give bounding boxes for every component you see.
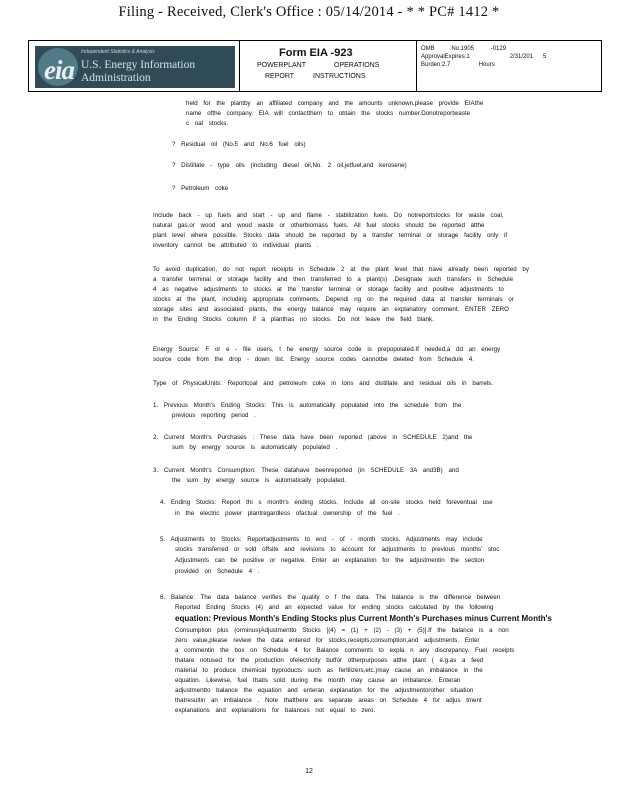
text-line: Include back - up fuels and start - up and flame - stabilization fuels. Do notreportstocks for waste coal, [153, 212, 504, 219]
form-title: Form EIA -923 [279, 47, 353, 59]
text-line: inventory cannot be attributed to individual plants . [153, 242, 319, 249]
text-line: name ofthe company. EIA will contactthem to obtain the stocks number.Donotreportwaste [186, 110, 471, 117]
numbered-item: 5. Adjustments to Stocks: Reportadjustments to end - of - month stocks. Adjustments may include [160, 536, 483, 543]
text-line: zero value,please review the data entered for stocks,receipts,consumption,and adjustments. Enter [175, 637, 480, 644]
eia-logo-line1: U.S. Energy Information [81, 59, 196, 71]
form-subtitle-operations: OPERATIONS [334, 62, 380, 69]
text-line: a commentin the box on Schedule 4 for Balance comments to expla n any discrepancy. Fuel receipts [175, 647, 515, 654]
text-line: material to produce chemical byproducts such as fertilizers,etc.)may cause an imbalance in the [175, 667, 483, 674]
text-line: source code from the drop - down list. Energy source codes cannotbe deleted from Schedule 4. [153, 356, 475, 363]
text-line: provided on Schedule 4 . [175, 568, 260, 575]
text-line: Reported Ending Stocks (4) and an expected value for ending stocks calculated by the following [175, 604, 494, 611]
numbered-item: 3. Current Month's Consumption: These datahave beenreported (in SCHEDULE 3A and3B) and [153, 467, 459, 474]
numbered-item: 6. Balance: The data balance verifies the quality o f the data. The balance is the difference between [160, 594, 501, 601]
text-line: equation. Likewise, fuel thatis sold during the month may cause an imbalance. Enteran [175, 677, 461, 684]
text-line: the sum by energy source is automatically populated. [172, 477, 346, 484]
text-line: natural gas,or wood and wood waste or otherbiomass fuels. All fuel stocks should be reported atthe [153, 222, 485, 229]
form-subtitle-report: REPORT [265, 73, 295, 80]
text-line: thatare notused for the production ofelectricity butfor otherpurposes atthe plant ( e.g.as a feed [175, 657, 484, 664]
bullet-item: ? Distillate - type oils (including diesel oil,No. 2 oil,jetfuel,and kerosene) [172, 162, 407, 169]
text-line: thatresultin an imbalance . Note thatthere are separate areas on Schedule 4 for adjus tment [175, 697, 482, 704]
eia-logo-mark: eia [44, 55, 74, 85]
form-subtitle-powerplant: POWERPLANT [257, 62, 307, 69]
omb-block: OMB No.1905 -0129 ApprovalExpires:1 2/31/201 5 Burden:2.7 Hours [421, 46, 547, 68]
text-line: stocks transferred or sold offsite and revisions to account for adjustments to previous months' stoc [175, 546, 500, 553]
form-subtitle-instructions: INSTRUCTIONS [313, 73, 366, 80]
text-line: in the Ending Stocks column if a planthas no stocks. Do not leave the field blank. [153, 316, 434, 323]
text-line: stocks at the plant, including appropriate comments. Dependi ng on the required data at transfer terminals or [153, 296, 514, 303]
text-line: Type of PhysicalUnits: Reportcoal and petroleum coke in tons and distillate and residual oils in barrels. [153, 380, 493, 387]
text-line: Consumption plus (orminus)Adjustmentto Stocks [(4) = (1) + (2) - (3) + (5)].If the balance is a non [175, 627, 509, 634]
text-line: explanations and explanations for balances not equal to zero. [175, 707, 376, 714]
numbered-item: 4. Ending Stocks: Report thi s month's ending stocks. Include all on-site stocks held foreventual use [160, 499, 493, 506]
text-line: previous reporting period . [172, 412, 256, 419]
text-line: a transfer terminal or storage facility and then transferred to a plant(s) .Designate such transfers in Schedule [153, 276, 514, 283]
eia-logo-tagline: Independent Statistics & Analysis [81, 49, 155, 55]
text-line: 4 as negative adjustments to stocks at the transfer terminal or storage facility and positive adjustments to [153, 286, 504, 293]
text-line: in the electric power plantregardless ofactual ownership of the fuel . [175, 510, 400, 517]
text-line: adjustmentto balance the equation and enteran explanation for the adjustmentorother situation [175, 687, 474, 694]
text-line: c oal stocks. [186, 120, 229, 127]
text-line: plant level where possible. Stocks data should be reported by a transfer terminal or storage facility only if [153, 232, 508, 239]
text-line: Energy Source: F or e - file users, t he energy source code is prepopulated.If needed,a dd an energy [153, 346, 501, 353]
page-number: 12 [305, 768, 313, 775]
balance-equation: equation: Previous Month's Ending Stocks plus Current Month's Purchases minus Current Month's [175, 614, 552, 623]
numbered-item: 2. Current Month's Purchases : These data have been reported (above in SCHEDULE 2)and the [153, 434, 473, 441]
bullet-item: ? Residual oil (No.5 and No.6 fuel oils) [172, 141, 306, 148]
numbered-item: 1. Previous Month's Ending Stocks: This is automatically populated into the schedule from the [153, 402, 462, 409]
text-line: sum by energy source is automatically populated . [172, 444, 338, 451]
bullet-item: ? Petroleum coke [172, 185, 229, 192]
eia-logo-line2: Administration [81, 72, 151, 84]
text-line: To avoid duplication, do not report receipts in Schedule 2 at the plant level that have already been reported by [153, 266, 529, 273]
text-line: storage sites and associated plants, the energy balance may require an explanatory comment. ENTER ZERO [153, 306, 509, 313]
filing-stamp: Filing - Received, Clerk's Office : 05/14/2014 - * * PC# 1412 * [118, 4, 500, 20]
text-line: Adjustments can be positive or negative. Enter an explanation for the adjustmentin the section [175, 557, 485, 564]
text-line: held for the plantby an affiliated company and the amounts unknown,please provide EIAthe [186, 100, 484, 107]
